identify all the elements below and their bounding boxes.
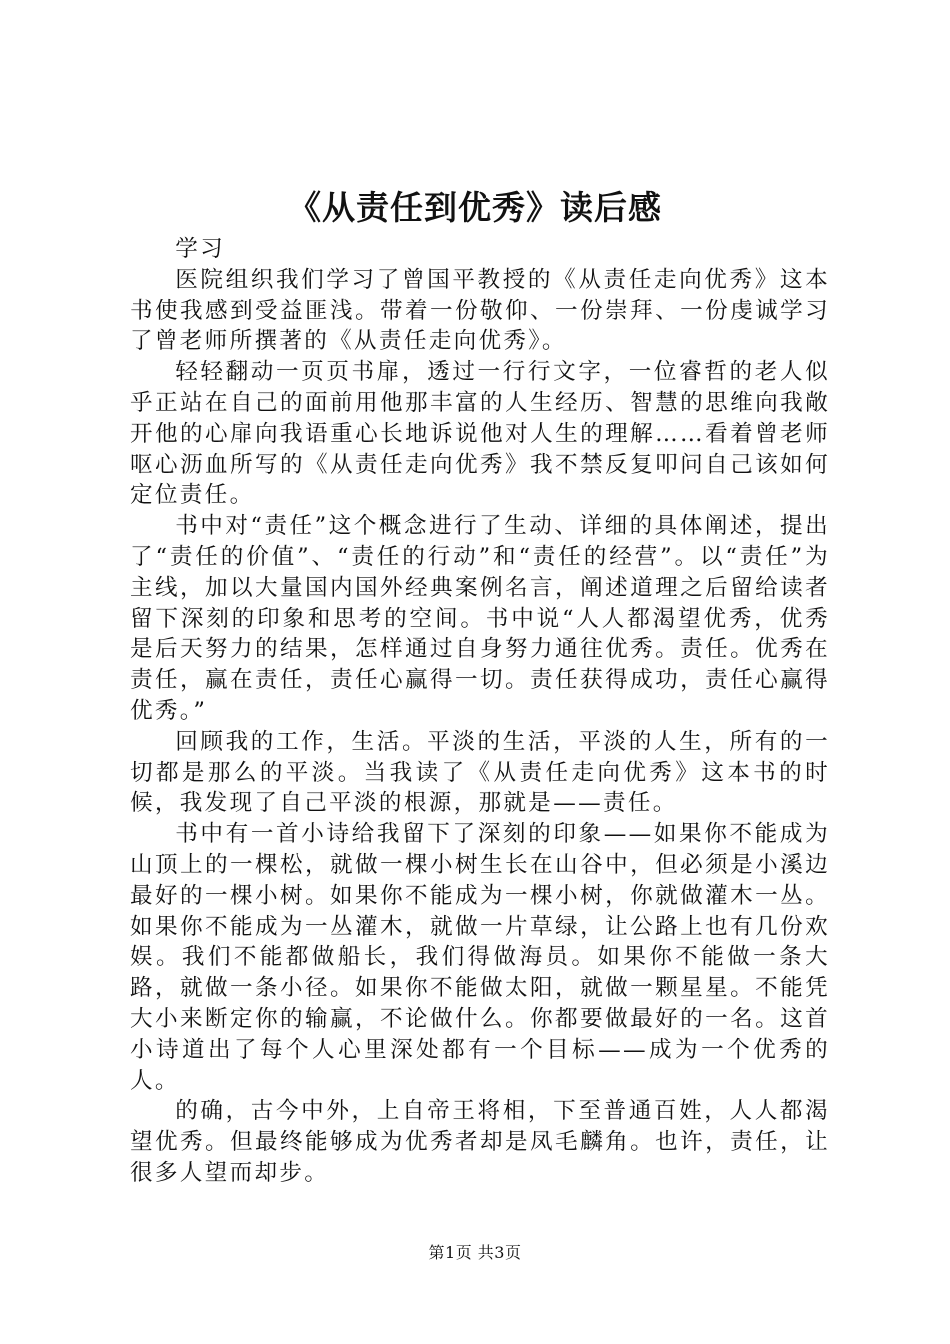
- paragraph-heading-study: 学习: [175, 236, 225, 262]
- paragraph: 医院组织我们学习了曾国平教授的《从责任走向优秀》这本书使我感到受益匪浅。带着一份敬仰、一份崇拜、一份虔诚学习了曾老师所撰著的《从责任走向优秀》。: [130, 266, 830, 355]
- paragraph: 轻轻翻动一页页书扉，透过一行行文字，一位睿哲的老人似乎正站在自己的面前用他那丰富的人生经历、智慧的思维向我敞开他的心扉向我语重心长地诉说他对人生的理解……看着曾老师呕心沥血所写的《从责任走向优秀》我不禁反复叩问自己该如何定位责任。: [130, 359, 830, 509]
- paragraph: 书中有一首小诗给我留下了深刻的印象——如果你不能成为山顶上的一棵松，就做一棵小树生长在山谷中，但必须是小溪边最好的一棵小树。如果你不能成为一棵小树，你就做灌木一丛。如果你不能成为一丛灌木，就做一片草绿，让公路上也有几份欢娱。我们不能都做船长，我们得做海员。如果你不能做一条大路，就做一条小径。如果你不能做太阳，就做一颗星星。不能凭大小来断定你的输赢，不论做什么。你都要做最好的一名。这首小诗道出了每个人心里深处都有一个目标——成为一个优秀的人。: [130, 821, 830, 1094]
- paragraph: 回顾我的工作，生活。平淡的生活，平淡的人生，所有的一切都是那么的平淡。当我读了《从责任走向优秀》这本书的时候，我发现了自己平淡的根源，那就是——责任。: [130, 728, 830, 817]
- paragraph: 的确，古今中外，上自帝王将相，下至普通百姓，人人都渴望优秀。但最终能够成为优秀者却是凤毛麟角。也许，责任，让很多人望而却步。: [130, 1098, 830, 1186]
- document-title: 《从责任到优秀》读后感: [288, 188, 662, 227]
- page-number-footer: 第1页 共3页: [428, 1243, 522, 1262]
- paragraph: 书中对“责任”这个概念进行了生动、详细的具体阐述，提出了“责任的价值”、“责任的行动”和“责任的经营”。以“责任”为主线，加以大量国内国外经典案例名言，阐述道理之后留给读者留下深刻的印象和思考的空间。书中说“人人都渴望优秀，优秀是后天努力的结果，怎样通过自身努力通往优秀。责任。优秀在责任，赢在责任，责任心赢得一切。责任获得成功，责任心赢得优秀。”: [130, 513, 830, 724]
- document-body: [130, 234, 830, 1189]
